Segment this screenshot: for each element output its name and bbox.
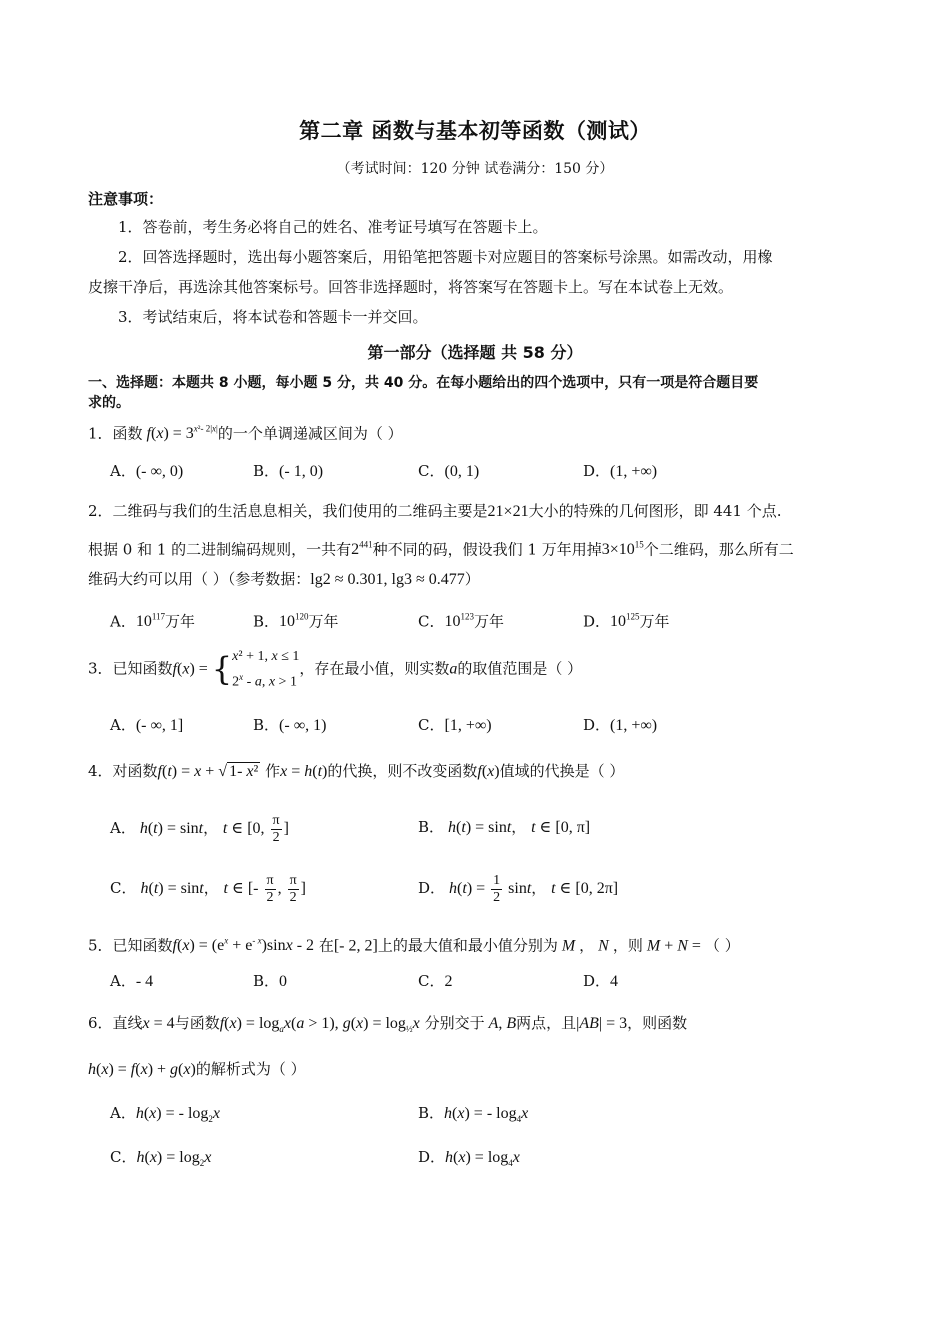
notes-heading: 注意事项：	[88, 190, 164, 208]
page-title: 第二章 函数与基本初等函数（测试）	[299, 119, 651, 143]
part1-title: 第一部分（选择题 共 58 分）	[367, 343, 583, 362]
q1-option-c[interactable]: C．(0, 1)	[418, 462, 480, 480]
q6-option-a[interactable]: A．h(x) = - $\log_2x$	[110, 1104, 221, 1125]
q3-option-d[interactable]: D．(1, +∞)	[583, 716, 658, 734]
question-2-line3: 维码大约可以用（ ）（参考数据：lg2 ≈ 0.301, lg3 ≈ 0.477）	[88, 570, 480, 588]
q5-option-a[interactable]: A．- 4	[110, 972, 154, 990]
q4-option-d[interactable]: D． h(t) = $\frac{1}{2}$ sint， t ∈ [0, 2π]	[418, 872, 619, 905]
section-instructions-cont: 求的。	[88, 395, 130, 411]
q3-option-c[interactable]: C．[1, +∞)	[418, 716, 492, 734]
q1-option-a[interactable]: A．(- ∞, 0)	[110, 462, 184, 480]
q2-option-b[interactable]: B．$10^{120}$万年	[253, 612, 339, 631]
question-2-line2: 根据 0 和 1 的二进制编码规则，一共有$2^{441}$种不同的码，假设我们 1 万年用掉$3\times 10^{15}$个二维码，那么所有二	[88, 540, 794, 559]
question-4: 4．对函数f(t) = x + √ 1- x² 作x = h(t)的代换，则不改变函数f(x)值域的代换是（ ）	[88, 762, 625, 780]
q4-option-a[interactable]: A． h(t) = sint， t ∈ [0, $\frac{\pi}{2}$ ]	[110, 812, 289, 845]
q5-option-c[interactable]: C．2	[418, 972, 453, 990]
q5-option-d[interactable]: D．4	[583, 972, 619, 990]
note-item-2a: 2．回答选择题时，选出每小题答案后，用铅笔把答题卡对应题目的答案标号涂黑。如需改动，用橡	[118, 248, 773, 266]
q6-option-b[interactable]: B．h(x) = - $\log_4x$	[418, 1104, 529, 1125]
note-item-1: 1．答卷前，考生务必将自己的姓名、准考证号填写在答题卡上。	[118, 218, 548, 236]
q1-option-d[interactable]: D．(1, +∞)	[583, 462, 658, 480]
q6-option-c[interactable]: C．$h(x) = \log_2x$	[110, 1148, 212, 1169]
question-2-line1: 2．二维码与我们的生活息息相关，我们使用的二维码主要是21×21大小的特殊的几何图形，即 441 个点.	[88, 502, 782, 520]
exam-meta: （考试时间：120 分钟 试卷满分：150 分）	[336, 161, 614, 177]
question-6-line2: h(x) = f(x) + g(x)的解析式为（ ）	[88, 1060, 306, 1078]
q3-option-b[interactable]: B．(- ∞, 1)	[253, 716, 327, 734]
q4-option-c[interactable]: C． h(t) = sint， t ∈ [- $\frac{\pi}{2}$ , $\frac{\pi}{2}$ ]	[110, 872, 306, 905]
question-6-line1: 6．直线x = 4与函数$f(x) = \log_ax(a > 1)$, $g(x) = \log_{\frac{1}{2}}x$ 分别交于 A, B两点，且|AB| = 3，则函数	[88, 1014, 688, 1035]
question-5: 5．已知函数$f(x) = (e^x + e^{- x})\sin x - 2$ 在[- 2, 2]上的最大值和最小值分别为 M ， N ，则 M + N = （ ）	[88, 936, 740, 955]
section-instructions: 一、选择题：本题共 8 小题，每小题 5 分，共 40 分。在每小题给出的四个选项中，只有一项是符合题目要	[88, 375, 759, 391]
q2-option-d[interactable]: D．$10^{125}$万年	[583, 612, 670, 631]
note-item-2b: 皮擦干净后，再选涂其他答案标号。回答非选择题时，将答案写在答题卡上。写在本试卷上无效。	[88, 278, 734, 296]
q2-option-a[interactable]: A．$10^{117}$万年	[110, 612, 196, 631]
q1-option-b[interactable]: B．(- 1, 0)	[253, 462, 324, 480]
question-1: 1．函数 $f(x) = 3^{x^2- 2|x|}$的一个单调递减区间为（ ）	[88, 424, 403, 443]
q4-option-b[interactable]: B． h(t) = sint， t ∈ [0, π]	[418, 818, 591, 836]
q3-option-a[interactable]: A．(- ∞, 1]	[110, 716, 184, 734]
q6-option-d[interactable]: D．$h(x) = \log_4x$	[418, 1148, 520, 1169]
q2-option-c[interactable]: C．$10^{123}$万年	[418, 612, 504, 631]
note-item-3: 3．考试结束后，将本试卷和答题卡一并交回。	[118, 308, 428, 326]
question-3: 3．已知函数f(x) = {x² + 1, x ≤ 1 2$^x$ - a, x > 1，存在最小值，则实数a的取值范围是（ ）	[88, 649, 583, 690]
q5-option-b[interactable]: B．0	[253, 972, 288, 990]
